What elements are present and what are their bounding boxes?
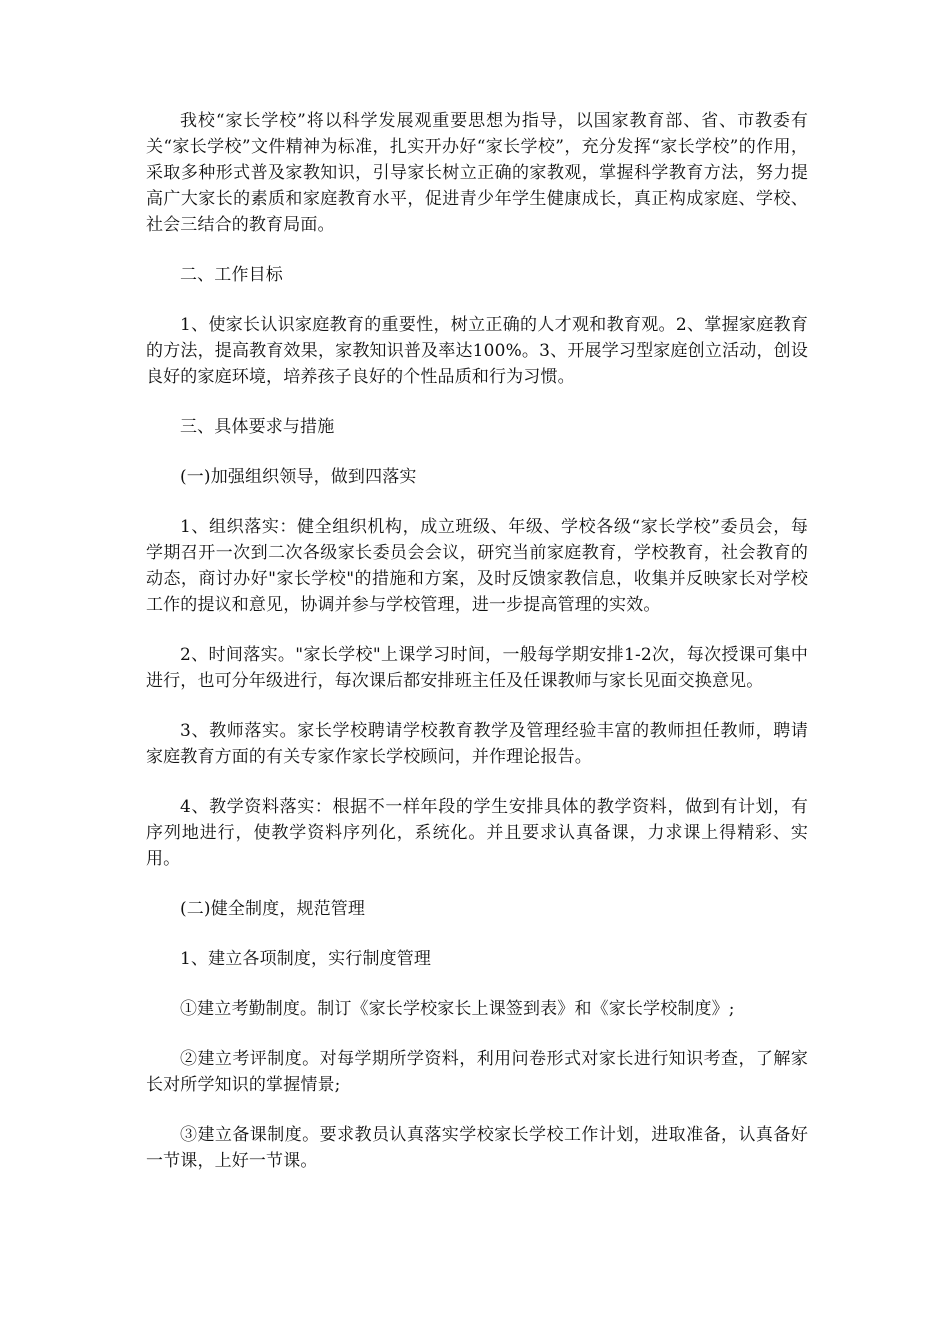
lesson-prep-paragraph: ③建立备课制度。要求教员认真落实学校家长学校工作计划，进取准备，认真备好一节课，上好一节课。 [146, 1125, 808, 1171]
item-heading-rules: 1、建立各项制度，实行制度管理 [180, 949, 432, 969]
teacher-paragraph: 3、教师落实。家长学校聘请学校教育教学及管理经验丰富的教师担任教师，聘请家庭教育方面的有关专家作家长学校顾问，并作理论报告。 [146, 721, 808, 767]
attendance-paragraph: ①建立考勤制度。制订《家长学校家长上课签到表》和《家长学校制度》; [180, 999, 735, 1019]
section-heading-goals: 二、工作目标 [180, 265, 283, 285]
document-page [146, 108, 808, 1198]
subsection-heading-organization: (一)加强组织领导，做到四落实 [180, 467, 417, 487]
section-heading-measures: 三、具体要求与措施 [180, 417, 335, 437]
materials-paragraph: 4、教学资料落实：根据不一样年段的学生安排具体的教学资料，做到有计划，有序列地进行，使教学资料序列化，系统化。并且要求认真备课，力求课上得精彩、实用。 [146, 797, 808, 869]
time-paragraph: 2、时间落实。"家长学校"上课学习时间，一般每学期安排1-2次，每次授课可集中进行，也可分年级进行，每次课后都安排班主任及任课教师与家长见面交换意见。 [146, 645, 808, 691]
organization-paragraph: 1、组织落实：健全组织机构，成立班级、年级、学校各级“家长学校”委员会，每学期召开一次到二次各级家长委员会会议，研究当前家庭教育，学校教育，社会教育的动态，商讨办好"家长学校"的措施和方案，及时反馈家教信息，收集并反映家长对学校工作的提议和意见，协调并参与学校管理，进一步提高管理的实效。 [146, 517, 808, 615]
intro-paragraph: 我校“家长学校”将以科学发展观重要思想为指导，以国家教育部、省、市教委有关“家长学校”文件精神为标准，扎实开办好“家长学校”，充分发挥“家长学校”的作用，采取多种形式普及家教知识，引导家长树立正确的家教观，掌握科学教育方法，努力提高广大家长的素质和家庭教育水平，促进青少年学生健康成长，真正构成家庭、学校、社会三结合的教育局面。 [146, 111, 808, 235]
subsection-heading-system: (二)健全制度，规范管理 [180, 899, 366, 919]
evaluation-paragraph: ②建立考评制度。对每学期所学资料，利用问卷形式对家长进行知识考查，了解家长对所学知识的掌握情景; [146, 1049, 808, 1095]
goals-paragraph: 1、使家长认识家庭教育的重要性，树立正确的人才观和教育观。2、掌握家庭教育的方法，提高教育效果，家教知识普及率达100%。3、开展学习型家庭创立活动，创设良好的家庭环境，培养孩子良好的个性品质和行为习惯。 [146, 315, 808, 387]
